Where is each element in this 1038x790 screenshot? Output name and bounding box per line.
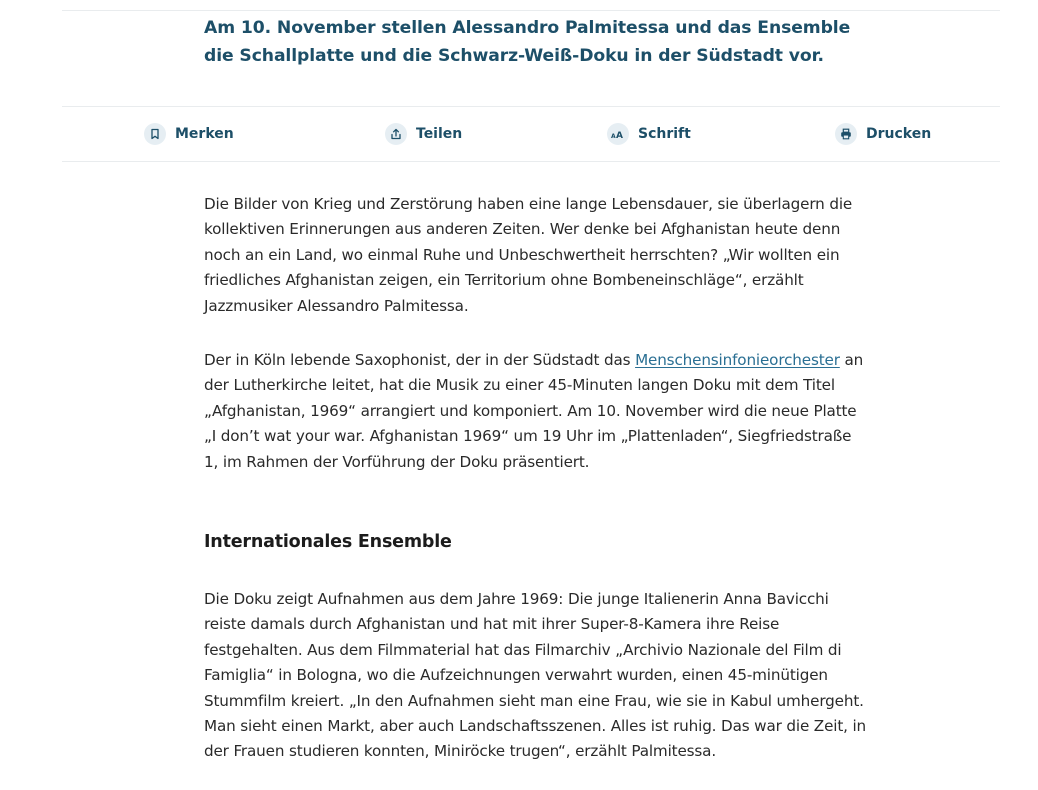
paragraph-1: Die Bilder von Krieg und Zerstörung haben eine lange Lebensdauer, sie überlagern die kollektiven Erinnerungen aus anderen Zeiten. Wer denke bei Afghanistan heute denn noch an ein Land, wo einmal Ruhe und Unbeschwertheit herrschten? „Wir wollten ein friedliches Afghanistan zeigen, ein Territorium ohne Bombeneinschläge“, erzählt Jazzmusiker Alessandro Palmitessa. — [204, 195, 853, 315]
article-toolbar — [62, 106, 1000, 162]
section-heading: Internationales Ensemble — [204, 532, 452, 552]
bookmark-button[interactable] — [144, 107, 234, 161]
print-button[interactable] — [835, 107, 931, 161]
bookmark-icon — [144, 123, 166, 145]
paragraph-2 — [204, 348, 869, 475]
print-icon — [835, 123, 857, 145]
print-label: Drucken — [866, 126, 932, 142]
svg-text:A: A — [611, 133, 616, 139]
share-label: Teilen — [416, 126, 463, 142]
menschensinfonieorchester-link[interactable]: Menschensinfonieorchester — [635, 351, 840, 369]
paragraph-2-text-end: an der Lutherkirche leitet, hat die Musik zu einer 45-Minuten langen Doku mit dem Titel „Afghanistan, 1969“ arrangiert und komponiert. Am 10. November wird die neue Platte „I don’t wat your war. Afghanistan 1969“ um 19 Uhr im „Plattenladen“, Siegfriedstraße 1, im Rahmen der Vorführung der Doku präsentiert. — [204, 351, 864, 471]
paragraph-3: Die Doku zeigt Aufnahmen aus dem Jahre 1969: Die junge Italienerin Anna Bavicchi reiste damals durch Afghanistan und hat mit ihrer Super-8-Kamera ihre Reise festgehalten. Aus dem Filmmaterial hat das Filmarchiv „Archivio Nazionale del Film di Famiglia“ in Bologna, wo die Aufzeichnungen verwahrt wurden, einen 45-minütigen Stummfilm kreiert. „In den Aufnahmen sieht man eine Frau, wie sie in Kabul umhergeht. Man sieht einen Markt, aber auch Landschaftsszenen. Alles ist ruhig. Das war die Zeit, in der Frauen studieren konnten, Miniröcke trugen“, erzählt Palmitessa. — [204, 590, 867, 761]
bookmark-label: Merken — [175, 126, 234, 142]
paragraph-2-text-start: Der in Köln lebende Saxophonist, der in der Südstadt das — [204, 351, 636, 369]
svg-text:A: A — [616, 131, 623, 139]
share-icon — [385, 123, 407, 145]
font-size-button[interactable] — [607, 107, 691, 161]
article-lead: Am 10. November stellen Alessandro Palmitessa und das Ensemble die Schallplatte und die Schwarz-Weiß-Doku in der Südstadt vor. — [204, 18, 851, 66]
top-divider — [62, 10, 1000, 11]
font-size-label: Schrift — [638, 126, 691, 142]
share-button[interactable] — [385, 107, 462, 161]
font-size-icon — [607, 123, 629, 145]
